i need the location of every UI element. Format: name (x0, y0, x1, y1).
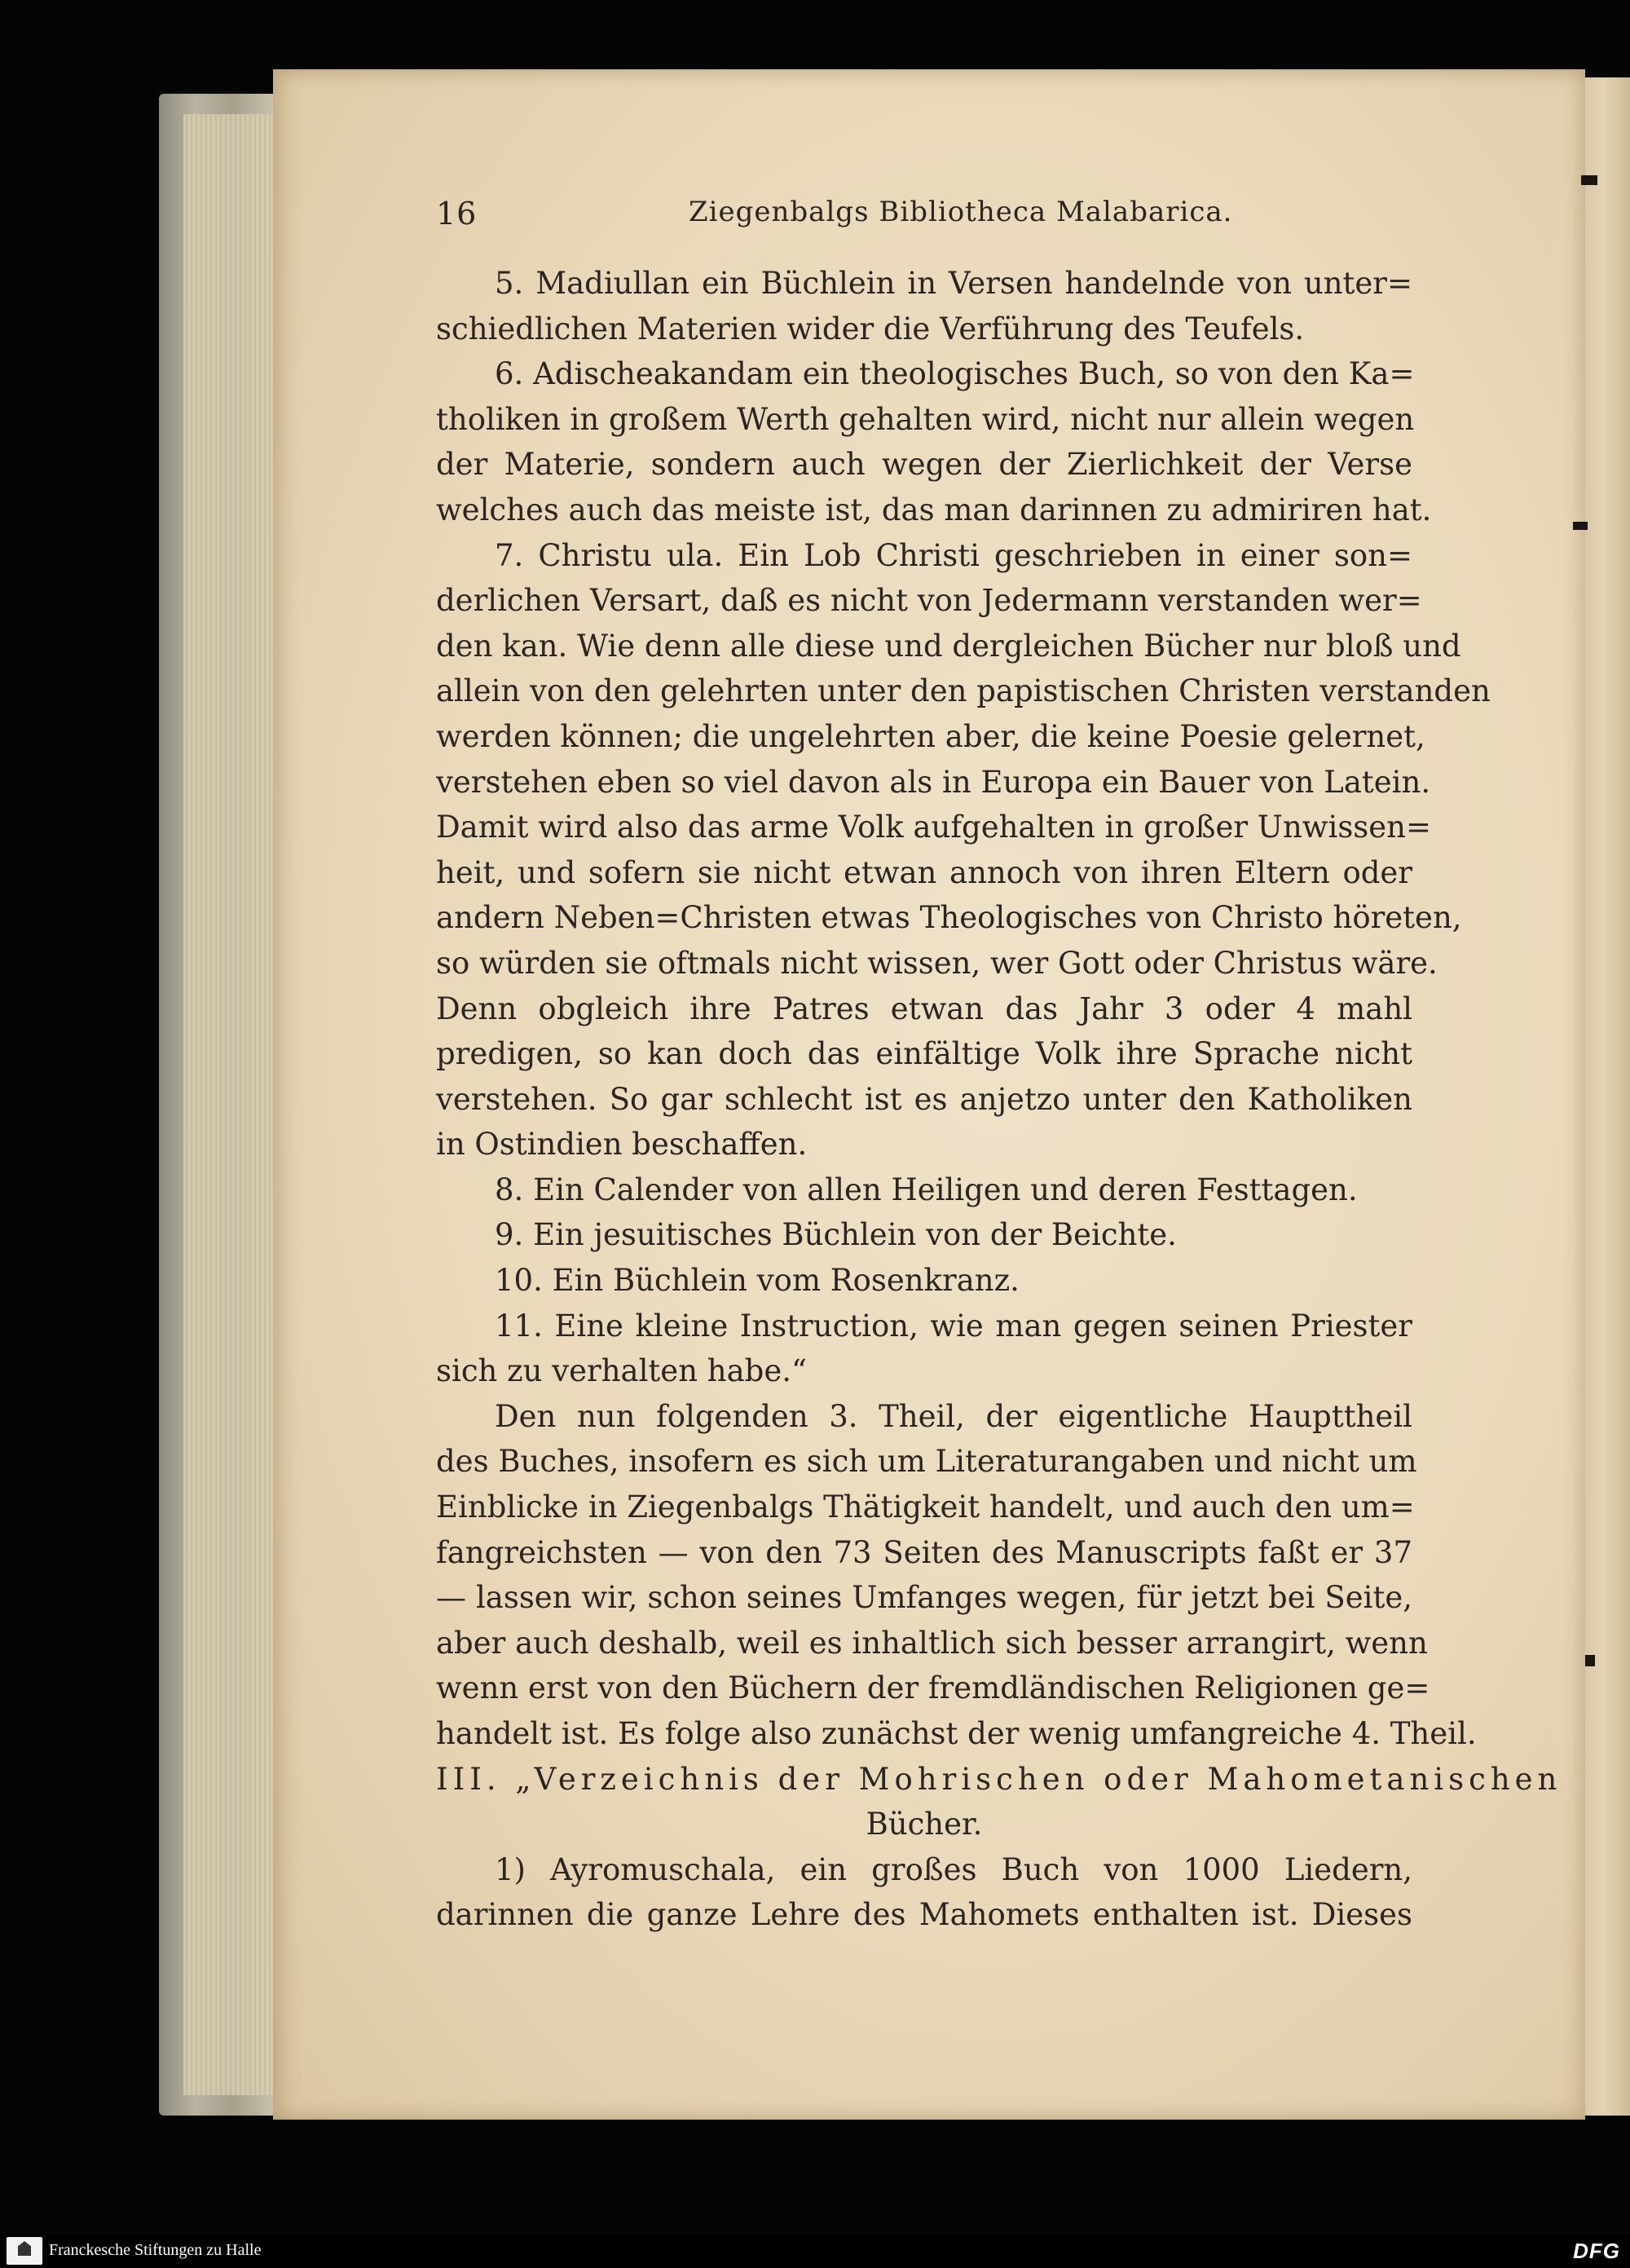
text-line: 8. Ein Calender von allen Heiligen und deren Festtagen. (495, 1172, 1358, 1207)
text-line: 5. Madiullan ein Büchlein in Versen handelnde von unter= (495, 266, 1412, 301)
text-line: aber auch deshalb, weil es inhaltlich sich besser arrangirt, wenn (436, 1625, 1428, 1661)
text-line: 1) Ayromuschala, ein großes Buch von 1000 Liedern, (495, 1851, 1412, 1887)
text-line: wenn erst von den Büchern der fremdländischen Religionen ge= (436, 1670, 1430, 1706)
institution-logo-icon (7, 2237, 42, 2265)
text-line: 7. Christu ula. Ein Lob Christi geschrieben in einer son= (495, 537, 1412, 573)
page-number: 16 (436, 196, 478, 232)
text-line: 10. Ein Büchlein vom Rosenkranz. (495, 1263, 1020, 1299)
text-line: allein von den gelehrten unter den papistischen Christen verstanden (436, 673, 1491, 709)
text-line: werden können; die ungelehrten aber, die keine Poesie gelernet, (436, 718, 1425, 754)
running-head: Ziegenbalgs Bibliotheca Malabarica. (689, 196, 1233, 228)
text-line: verstehen eben so viel davon als in Europa ein Bauer von Latein. (436, 764, 1431, 800)
text-line: Denn obgleich ihre Patres etwan das Jahr 3 oder 4 mahl (436, 991, 1412, 1026)
text-line: Einblicke in Ziegenbalgs Thätigkeit handelt, und auch den um= (436, 1489, 1415, 1525)
text-line: darinnen die ganze Lehre des Mahomets enthalten ist. Dieses (436, 1897, 1412, 1933)
text-line: den kan. Wie denn alle diese und dergleichen Bücher nur bloß und (436, 628, 1461, 664)
edge-mark (1585, 1655, 1595, 1666)
text-line: 6. Adischeakandam ein theologisches Buch, so von den Ka= (495, 356, 1415, 392)
text-line: predigen, so kan doch das einfältige Volk ihre Sprache nicht (436, 1036, 1412, 1072)
edge-mark (1581, 175, 1597, 185)
footer-bar (0, 2234, 1630, 2268)
page-edges (183, 114, 281, 2095)
text-line: verstehen. So gar schlecht ist es anjetzo unter den Katholiken (436, 1081, 1412, 1117)
text-line: 9. Ein jesuitisches Büchlein von der Beichte. (495, 1217, 1177, 1253)
text-line: tholiken in großem Werth gehalten wird, nicht nur allein wegen (436, 401, 1415, 437)
text-line: heit, und sofern sie nicht etwan annoch von ihren Eltern oder (436, 854, 1412, 890)
body-text (436, 261, 1562, 1938)
text-line: derlichen Versart, daß es nicht von Jedermann verstanden wer= (436, 583, 1422, 619)
footer-dfg-logo: DFG (1573, 2239, 1620, 2263)
text-line: fangreichsten — von den 73 Seiten des Manuscripts faßt er 37 (436, 1534, 1412, 1570)
text-line: — lassen wir, schon seines Umfanges wegen, für jetzt bei Seite, (436, 1580, 1412, 1616)
text-line: welches auch das meiste ist, das man darinnen zu admiriren hat. (436, 492, 1432, 527)
text-line: in Ostindien beschaffen. (436, 1127, 808, 1163)
text-line: sich zu verhalten habe.“ (436, 1353, 807, 1389)
text-line: Den nun folgenden 3. Theil, der eigentliche Haupttheil (495, 1398, 1412, 1434)
text-line: III. „Verzeichnis der Mohrischen oder Mahometanischen (436, 1761, 1562, 1797)
text-line: 11. Eine kleine Instruction, wie man gegen seinen Priester (495, 1308, 1412, 1344)
text-line: Bücher. (866, 1807, 983, 1842)
footer-institution: Franckesche Stiftungen zu Halle (49, 2241, 262, 2259)
text-line: der Materie, sondern auch wegen der Zierlichkeit der Verse (436, 447, 1412, 483)
text-line: andern Neben=Christen etwas Theologisches von Christo höreten, (436, 900, 1462, 936)
text-line: Damit wird also das arme Volk aufgehalten in großer Unwissen= (436, 810, 1432, 845)
text-line: handelt ist. Es folge also zunächst der wenig umfangreiche 4. Theil. (436, 1716, 1477, 1751)
edge-mark (1573, 522, 1588, 530)
text-line: des Buches, insofern es sich um Literaturangaben und nicht um (436, 1444, 1417, 1480)
text-line: schiedlichen Materien wider die Verführung des Teufels. (436, 311, 1305, 346)
text-line: so würden sie oftmals nicht wissen, wer Gott oder Christus wäre. (436, 945, 1438, 981)
page-header (436, 196, 1414, 245)
